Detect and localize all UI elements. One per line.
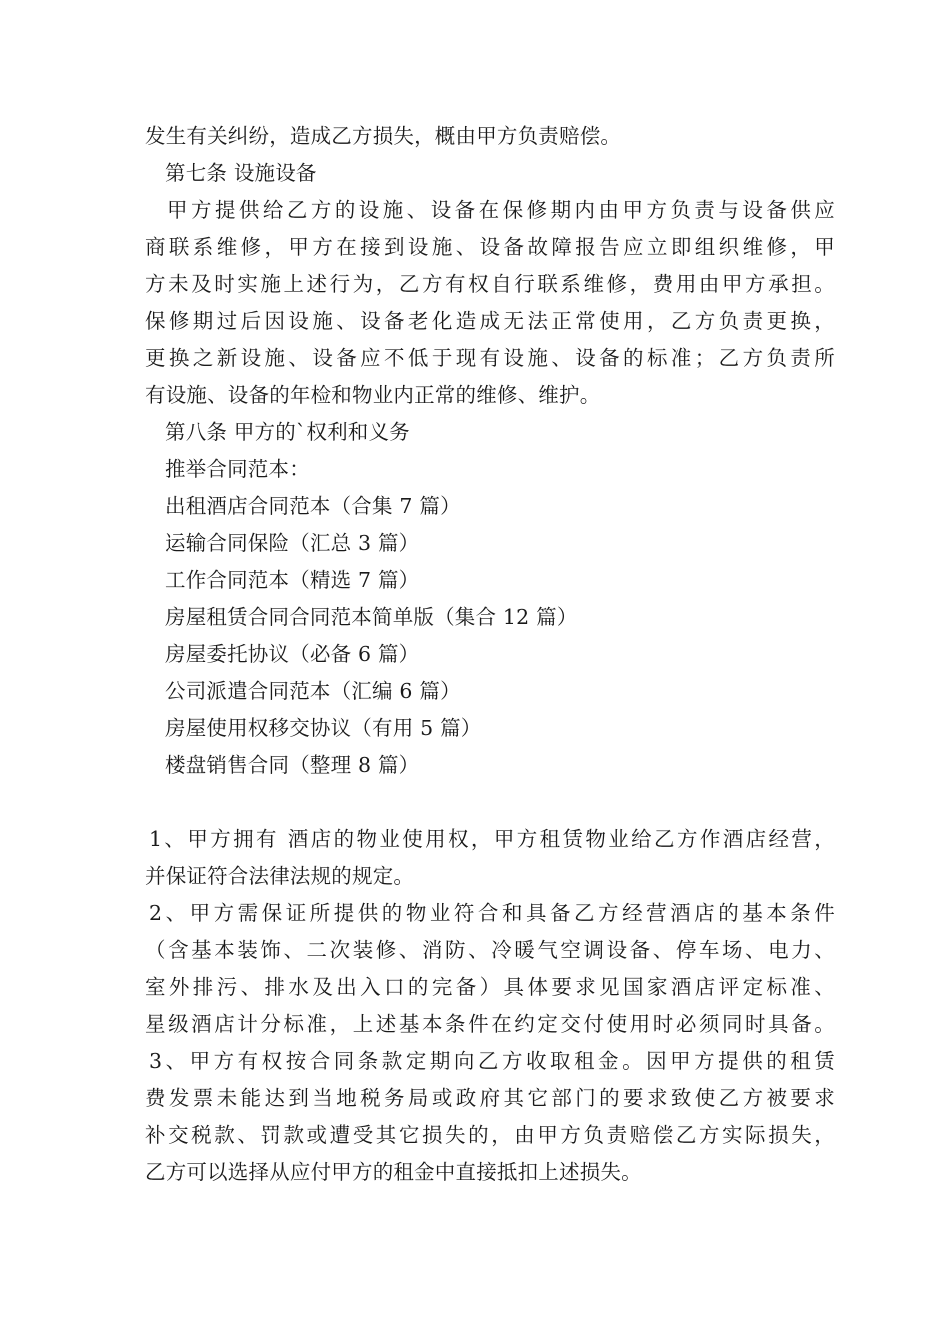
clause-3-line: 乙方可以选择从应付甲方的租金中直接抵扣上述损失。	[145, 1160, 642, 1184]
recommend-link[interactable]: 出租酒店合同范本（合集 7 篇）	[165, 494, 461, 518]
article8-heading: 第八条 甲方的`权利和义务	[165, 420, 410, 444]
clause-1-line: 1、甲方拥有 酒店的物业使用权，甲方租赁物业给乙方作酒店经营，	[149, 827, 835, 851]
clause-2-line: 星级酒店计分标准，上述基本条件在约定交付使用时必须同时具备。	[145, 1012, 835, 1036]
paragraph-line: 发生有关纠纷，造成乙方损失，概由甲方负责赔偿。	[145, 124, 622, 148]
paragraph-line: 甲方提供给乙方的设施、设备在保修期内由甲方负责与设备供应	[167, 198, 835, 222]
recommend-link[interactable]: 公司派遣合同范本（汇编 6 篇）	[165, 679, 461, 703]
article7-heading: 第七条 设施设备	[165, 161, 317, 185]
recommend-link[interactable]: 运输合同保险（汇总 3 篇）	[165, 531, 420, 555]
recommend-link[interactable]: 工作合同范本（精选 7 篇）	[165, 568, 420, 592]
recommend-link[interactable]: 房屋委托协议（必备 6 篇）	[165, 642, 420, 666]
recommend-heading: 推举合同范本：	[165, 457, 310, 481]
clause-2-line: （含基本装饰、二次装修、消防、冷暖气空调设备、停车场、电力、	[145, 938, 835, 962]
blank-line	[145, 784, 835, 821]
recommend-link[interactable]: 楼盘销售合同（整理 8 篇）	[165, 753, 420, 777]
clause-3-line: 补交税款、罚款或遭受其它损失的，由甲方负责赔偿乙方实际损失，	[145, 1123, 835, 1147]
paragraph-line: 有设施、设备的年检和物业内正常的维修、维护。	[145, 383, 601, 407]
paragraph-line: 方未及时实施上述行为，乙方有权自行联系维修，费用由甲方承担。	[145, 272, 835, 296]
paragraph-line: 商联系维修，甲方在接到设施、设备故障报告应立即组织维修，甲	[145, 235, 835, 259]
clause-2-line: 室外排污、排水及出入口的完备）具体要求见国家酒店评定标准、	[145, 975, 835, 999]
paragraph-line: 保修期过后因设施、设备老化造成无法正常使用，乙方负责更换，	[145, 309, 835, 333]
document-page	[145, 118, 835, 1191]
clause-3-line: 3、甲方有权按合同条款定期向乙方收取租金。因甲方提供的租赁	[149, 1049, 835, 1073]
paragraph-line: 更换之新设施、设备应不低于现有设施、设备的标准；乙方负责所	[145, 346, 835, 370]
clause-2-line: 2、甲方需保证所提供的物业符合和具备乙方经营酒店的基本条件	[149, 901, 835, 925]
recommend-link[interactable]: 房屋租赁合同合同范本简单版（集合 12 篇）	[165, 605, 578, 629]
recommend-link[interactable]: 房屋使用权移交协议（有用 5 篇）	[165, 716, 482, 740]
clause-1-line: 并保证符合法律法规的规定。	[145, 864, 415, 888]
clause-3-line: 费发票未能达到当地税务局或政府其它部门的要求致使乙方被要求	[145, 1086, 835, 1110]
